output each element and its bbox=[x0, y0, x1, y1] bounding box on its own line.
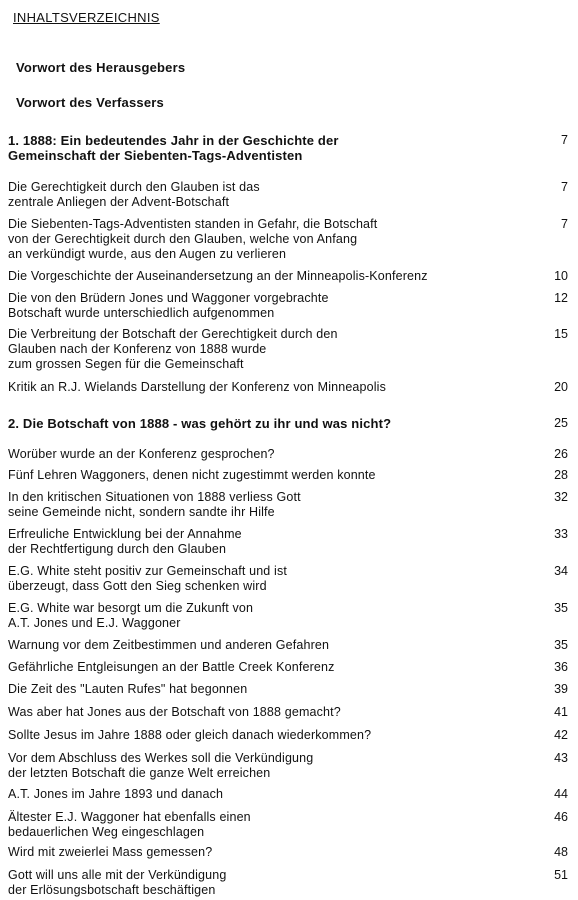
toc-entry-page: 10 bbox=[554, 269, 568, 283]
toc-entry-page: 36 bbox=[554, 660, 568, 674]
toc-entry-title: Erfreuliche Entwicklung bei der Annahme der Rechtfertigung durch den Glauben bbox=[8, 527, 242, 556]
toc-entry-title: A.T. Jones im Jahre 1893 und danach bbox=[8, 787, 224, 801]
toc-entry-page: 7 bbox=[561, 217, 568, 231]
toc-entry-page: 12 bbox=[554, 291, 568, 305]
toc-entry-title: Gefährliche Entgleisungen an der Battle Creek Konferenz bbox=[8, 660, 335, 674]
toc-entry-page: 26 bbox=[554, 447, 568, 461]
toc-entry-page: 39 bbox=[554, 682, 568, 696]
foreword-author: Vorwort des Verfassers bbox=[16, 95, 164, 110]
toc-entry-page: 7 bbox=[561, 180, 568, 194]
toc-entry-page: 42 bbox=[554, 728, 568, 742]
toc-entry-page: 35 bbox=[554, 638, 568, 652]
toc-entry-title: 1. 1888: Ein bedeutendes Jahr in der Geschichte der Gemeinschaft der Siebenten-Tags-Adventisten bbox=[8, 133, 339, 163]
toc-entry-title: E.G. White steht positiv zur Gemeinschaft und ist überzeugt, dass Gott den Sieg schenken wird bbox=[8, 564, 287, 593]
toc-entry-page: 34 bbox=[554, 564, 568, 578]
toc-entry-title: Kritik an R.J. Wielands Darstellung der Konferenz von Minneapolis bbox=[8, 380, 386, 394]
toc-entry-title: Die Verbreitung der Botschaft der Gerechtigkeit durch den Glauben nach der Konferenz von 1888 wurde zum grossen Segen für die Gemeinschaft bbox=[8, 327, 338, 371]
toc-entry-title: Sollte Jesus im Jahre 1888 oder gleich danach wiederkommen? bbox=[8, 728, 372, 742]
toc-entry-title: Was aber hat Jones aus der Botschaft von 1888 gemacht? bbox=[8, 705, 341, 719]
toc-entry-title: Die Vorgeschichte der Auseinandersetzung an der Minneapolis-Konferenz bbox=[8, 269, 428, 283]
toc-entry-page: 7 bbox=[561, 133, 568, 147]
toc-entry-page: 51 bbox=[554, 868, 568, 882]
toc-entry-title: Vor dem Abschluss des Werkes soll die Verkündigung der letzten Botschaft die ganze Welt erreichen bbox=[8, 751, 314, 780]
toc-entry-page: 43 bbox=[554, 751, 568, 765]
toc-entry-title: E.G. White war besorgt um die Zukunft von A.T. Jones und E.J. Waggoner bbox=[8, 601, 254, 630]
toc-entry-page: 25 bbox=[554, 416, 568, 430]
toc-entry-title: Die Siebenten-Tags-Adventisten standen in Gefahr, die Botschaft von der Gerechtigkeit durch den Glauben, welche von Anfang an verkündigt wurde, aus den Augen zu verlieren bbox=[8, 217, 378, 261]
toc-entry-title: Wird mit zweierlei Mass gemessen? bbox=[8, 845, 213, 859]
toc-entry-title: In den kritischen Situationen von 1888 verliess Gott seine Gemeinde nicht, sondern sandte ihr Hilfe bbox=[8, 490, 301, 519]
toc-entry-page: 15 bbox=[554, 327, 568, 341]
toc-entry-page: 28 bbox=[554, 468, 568, 482]
toc-entry-title: 2. Die Botschaft von 1888 - was gehört zu ihr und was nicht? bbox=[8, 416, 392, 431]
foreword-publisher: Vorwort des Herausgebers bbox=[16, 60, 186, 75]
toc-entry-title: Ältester E.J. Waggoner hat ebenfalls einen bedauerlichen Weg eingeschlagen bbox=[8, 810, 251, 839]
toc-entry-page: 33 bbox=[554, 527, 568, 541]
toc-entry-title: Die von den Brüdern Jones und Waggoner vorgebrachte Botschaft wurde unterschiedlich aufgenommen bbox=[8, 291, 329, 320]
toc-entry-title: Warnung vor dem Zeitbestimmen und anderen Gefahren bbox=[8, 638, 330, 652]
toc-entry-page: 46 bbox=[554, 810, 568, 824]
toc-entry-title: Worüber wurde an der Konferenz gesprochen? bbox=[8, 447, 275, 461]
toc-entry-page: 20 bbox=[554, 380, 568, 394]
toc-entry-title: Die Zeit des "Lauten Rufes" hat begonnen bbox=[8, 682, 248, 696]
toc-entry-page: 41 bbox=[554, 705, 568, 719]
toc-heading: INHALTSVERZEICHNIS bbox=[13, 10, 160, 25]
toc-entry-title: Die Gerechtigkeit durch den Glauben ist das zentrale Anliegen der Advent-Botschaft bbox=[8, 180, 260, 209]
toc-entry-page: 44 bbox=[554, 787, 568, 801]
toc-entry-page: 32 bbox=[554, 490, 568, 504]
toc-entry-page: 48 bbox=[554, 845, 568, 859]
toc-entry-page: 35 bbox=[554, 601, 568, 615]
toc-entry-title: Fünf Lehren Waggoners, denen nicht zugestimmt werden konnte bbox=[8, 468, 376, 482]
toc-entry-title: Gott will uns alle mit der Verkündigung der Erlösungsbotschaft beschäftigen bbox=[8, 868, 227, 897]
